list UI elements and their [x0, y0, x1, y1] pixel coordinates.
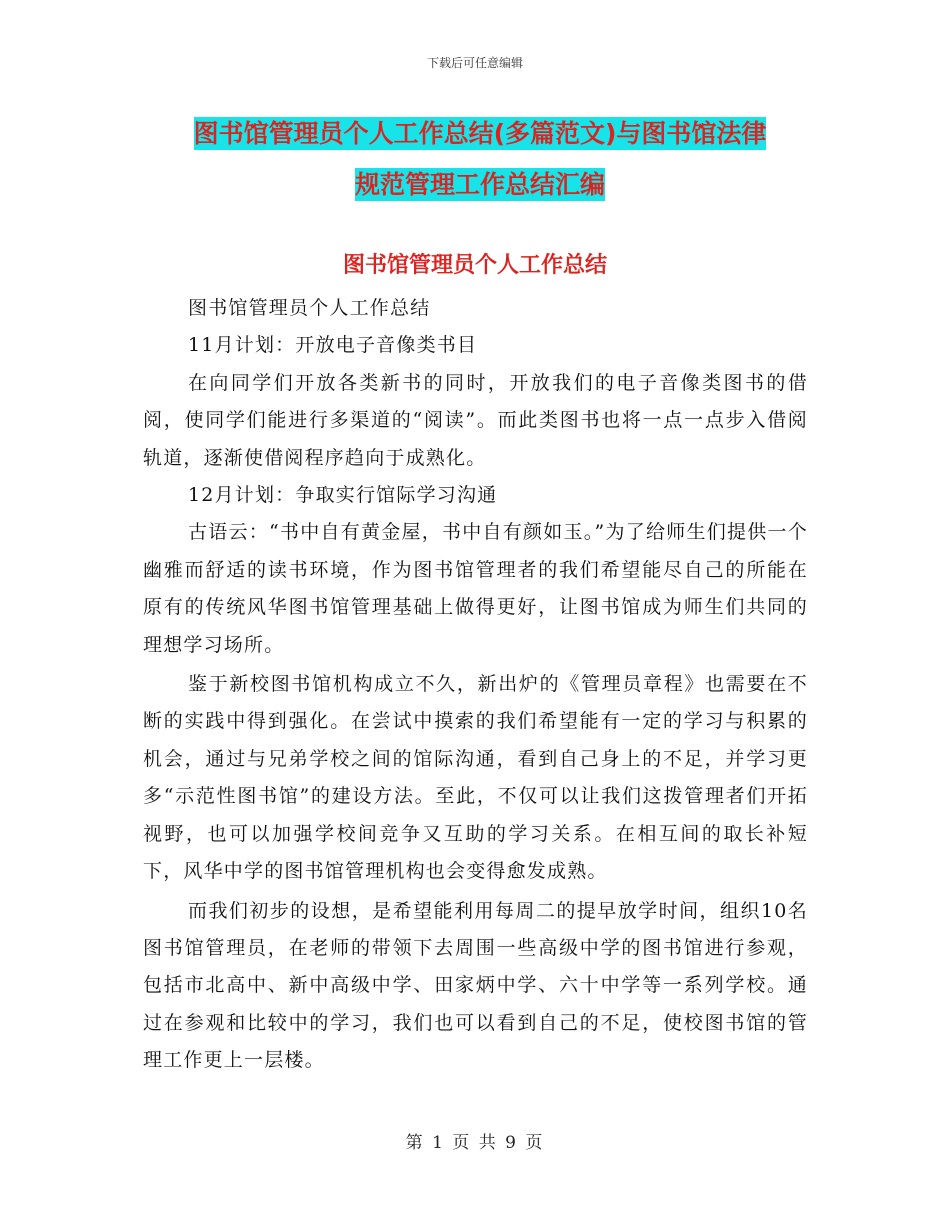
- section-title: 图书馆管理员个人工作总结: [342, 253, 607, 278]
- paragraph: 而我们初步的设想，是希望能利用每周二的提早放学时间，组织10名图书馆管理员，在老师的带领下去周围一些高级中学的图书馆进行参观，包括市北高中、新中高级中学、田家炳中学、六十中学等一系列学校。通过在参观和比较中的学习，我们也可以看到自己的不足，使校图书馆的管理工作更上一层楼。: [143, 899, 808, 1072]
- paragraph: 12月计划：争取实行馆际学习沟通: [188, 484, 498, 507]
- title-line-2: 规范管理工作总结汇编: [354, 170, 605, 199]
- paragraph: 图书馆管理员个人工作总结: [188, 297, 431, 319]
- page-header-note: 下载后可任意编辑: [426, 56, 523, 70]
- paragraph: 古语云：“书中自有黄金屋，书中自有颜如玉。”为了给师生们提供一个幽雅而舒适的读书环境，作为图书馆管理者的我们希望能尽自己的所能在原有的传统风华图书馆管理基础上做得更好，让图书馆成为师生们共同的理想学习场所。: [143, 521, 808, 656]
- title-line-1: 图书馆管理员个人工作总结(多篇范文)与图书馆法律: [193, 119, 767, 148]
- document-title: [140, 108, 820, 210]
- paragraph: 鉴于新校图书馆机构成立不久，新出炉的《管理员章程》也需要在不断的实践中得到强化。在尝试中摸索的我们希望能有一定的学习与积累的机会，通过与兄弟学校之间的馆际沟通，看到自己身上的不足，并学习更多“示范性图书馆”的建设方法。至此，不仅可以让我们这拨管理者们开拓视野，也可以加强学校间竞争又互助的学习关系。在相互间的取长补短下，风华中学的图书馆管理机构也会变得愈发成熟。: [143, 673, 808, 883]
- document-body: [143, 290, 808, 1080]
- page-number: 第 1 页 共 9 页: [405, 1133, 545, 1153]
- paragraph: 在向同学们开放各类新书的同时，开放我们的电子音像类图书的借阅，使同学们能进行多渠道的“阅读”。而此类图书也将一点一点步入借阅轨道，逐渐使借阅程序趋向于成熟化。: [143, 371, 808, 469]
- paragraph: 11月计划：开放电子音像类书目: [188, 334, 478, 357]
